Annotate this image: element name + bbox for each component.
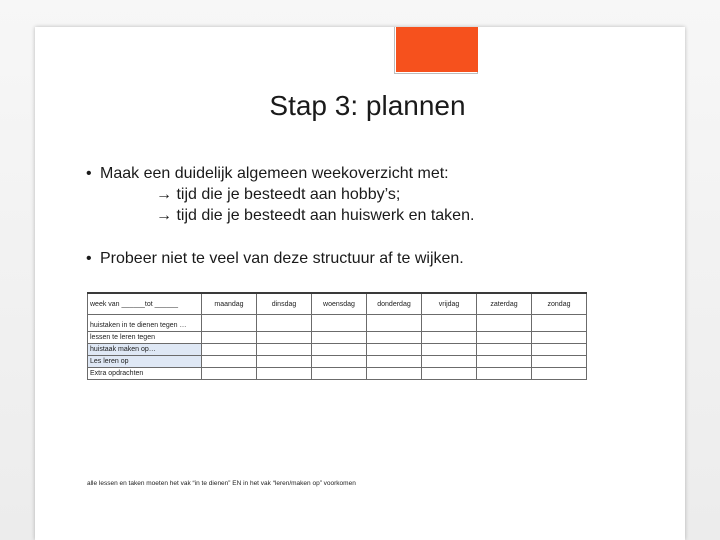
planner-cell[interactable] (312, 368, 367, 380)
planner-cell[interactable] (202, 315, 257, 332)
planner-cell[interactable] (422, 315, 477, 332)
planner-row (88, 315, 587, 332)
footer-note: alle lessen en taken moeten het vak “in te dienen” EN in het vak “leren/maken op” voorkomen (87, 480, 356, 487)
planner-cell[interactable] (532, 368, 587, 380)
bullet-1 (86, 165, 449, 183)
planner-cell[interactable] (367, 332, 422, 344)
row-label: huistaak maken op… (88, 344, 202, 356)
bullet-dot: • (86, 165, 92, 182)
row-label: huistaken in te dienen tegen … (88, 315, 202, 332)
planner-cell[interactable] (202, 332, 257, 344)
planner-cell[interactable] (422, 332, 477, 344)
planner-cell[interactable] (477, 315, 532, 332)
week-planner-table (87, 292, 587, 380)
sub-bullet-1: → tijd die je besteedt aan hobby’s; (156, 186, 401, 203)
planner-cell[interactable] (367, 315, 422, 332)
planner-cell[interactable] (422, 344, 477, 356)
day-header: zondag (532, 293, 587, 315)
slide-title: Stap 3: plannen (269, 90, 466, 121)
planner-cell[interactable] (367, 344, 422, 356)
sub-bullet-2: → tijd die je besteedt aan huiswerk en taken. (156, 207, 475, 224)
planner-cell[interactable] (477, 344, 532, 356)
planner-row (88, 368, 587, 380)
planner-cell[interactable] (422, 368, 477, 380)
row-label: Les leren op (88, 356, 202, 368)
day-header: zaterdag (477, 293, 532, 315)
planner-row (88, 332, 587, 344)
planner-cell[interactable] (257, 344, 312, 356)
bullet-2-text: Probeer niet te veel van deze structuur af te wijken. (100, 250, 464, 267)
planner-cell[interactable] (312, 332, 367, 344)
row-label: Extra opdrachten (88, 368, 202, 380)
planner-row (88, 356, 587, 368)
planner-cell[interactable] (257, 368, 312, 380)
planner-cell[interactable] (312, 356, 367, 368)
day-header: vrijdag (422, 293, 477, 315)
planner-cell[interactable] (202, 368, 257, 380)
planner-header-row (88, 293, 587, 315)
planner-cell[interactable] (532, 332, 587, 344)
planner-cell[interactable] (367, 368, 422, 380)
week-range-label: week van ______tot ______ (88, 293, 202, 315)
bullet-2 (86, 250, 464, 268)
planner-cell[interactable] (477, 368, 532, 380)
row-label: lessen te leren tegen (88, 332, 202, 344)
day-header: maandag (202, 293, 257, 315)
day-header: dinsdag (257, 293, 312, 315)
bullet-dot: • (86, 250, 92, 267)
planner-cell[interactable] (477, 332, 532, 344)
planner-cell[interactable] (202, 356, 257, 368)
planner-row (88, 344, 587, 356)
day-header: woensdag (312, 293, 367, 315)
planner-cell[interactable] (422, 356, 477, 368)
planner-cell[interactable] (532, 344, 587, 356)
planner-cell[interactable] (312, 315, 367, 332)
day-header: donderdag (367, 293, 422, 315)
planner-cell[interactable] (257, 315, 312, 332)
planner-cell[interactable] (532, 315, 587, 332)
bullet-1-text: Maak een duidelijk algemeen weekoverzicht met: (100, 165, 449, 182)
planner-cell[interactable] (532, 356, 587, 368)
planner-cell[interactable] (257, 332, 312, 344)
planner-cell[interactable] (367, 356, 422, 368)
planner-cell[interactable] (477, 356, 532, 368)
planner-cell[interactable] (202, 344, 257, 356)
planner-cell[interactable] (257, 356, 312, 368)
accent-block (396, 27, 478, 72)
planner-cell[interactable] (312, 344, 367, 356)
